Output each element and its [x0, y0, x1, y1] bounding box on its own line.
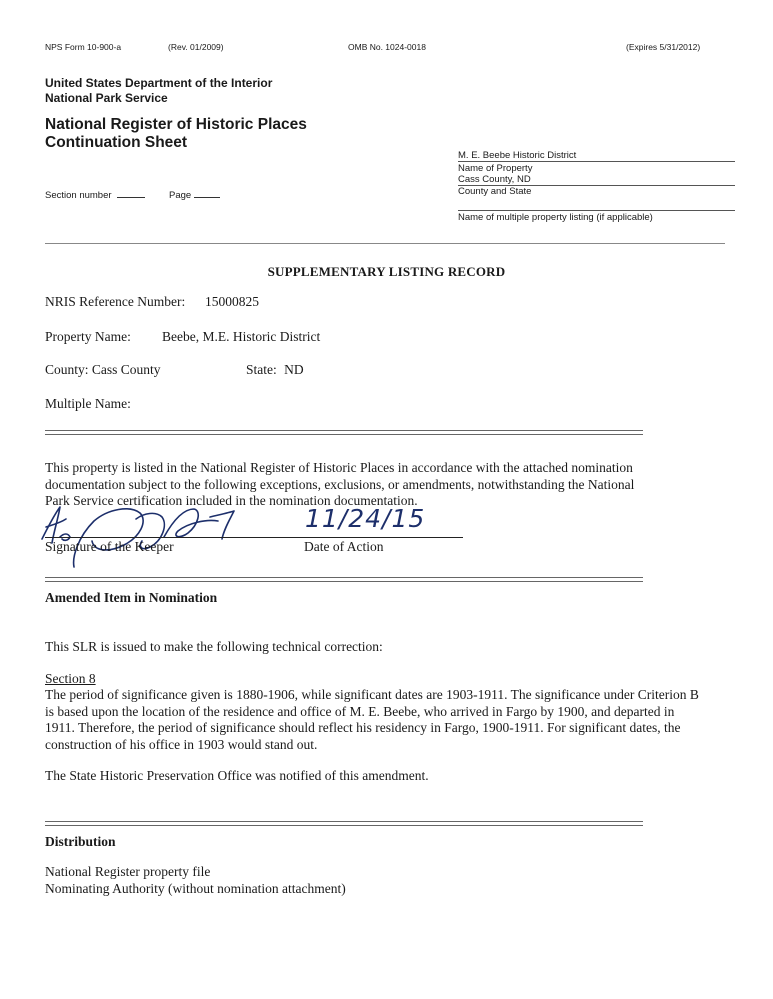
agency-department: United States Department of the Interior [45, 76, 273, 90]
sheet-title-line2: Continuation Sheet [45, 134, 188, 151]
property-name-field-value: Beebe, M.E. Historic District [162, 329, 321, 344]
distribution-item: Nominating Authority (without nomination attachment) [45, 880, 346, 896]
property-name-field-label: Property Name: [45, 329, 131, 344]
nris-value: 15000825 [205, 294, 259, 309]
section-number-label: Section number [45, 190, 112, 201]
amended-line3: 1911. Therefore, the period of significance should reflect his residency in Fargo, 1900-1911. For significant dates, the [45, 720, 681, 735]
agency-service: National Park Service [45, 91, 168, 105]
amended-heading: Amended Item in Nomination [45, 590, 218, 605]
listing-statement-line2: documentation subject to the following exceptions, exclusions, or amendments, notwithstanding the National [45, 476, 635, 492]
sheet-title-line1: National Register of Historic Places [45, 116, 307, 133]
multiple-listing-rule [458, 210, 735, 211]
handwritten-date: 11/24/15 [305, 504, 426, 533]
county-state-label: County and State [458, 186, 532, 197]
agency-block [45, 76, 272, 106]
form-revision: (Rev. 01/2009) [168, 42, 224, 52]
omb-number: OMB No. 1024-0018 [348, 42, 426, 52]
listing-statement-line1: This property is listed in the National Register of Historic Places in accordance with the attached nomination [45, 460, 633, 475]
section-divider-3 [45, 821, 643, 826]
amended-section: Section 8 [45, 671, 96, 686]
county-state-value: Cass County, ND [458, 174, 531, 185]
multiple-listing-label: Name of multiple property listing (if applicable) [458, 212, 653, 223]
state-field-label: State: [246, 362, 277, 377]
section-divider-1 [45, 430, 643, 435]
listing-statement-line3: Park Service certification included in the nomination documentation. [45, 493, 418, 508]
nris-label: NRIS Reference Number: [45, 294, 186, 309]
distribution-heading: Distribution [45, 834, 116, 849]
county-field [45, 362, 161, 378]
property-name-rule [458, 161, 735, 162]
distribution-list [45, 864, 725, 897]
property-name-label: Name of Property [458, 163, 533, 174]
amended-line1: The period of significance given is 1880-1906, while significant dates are 1903-1911. The significance under Criterion B [45, 687, 699, 702]
section-number-field [45, 187, 145, 201]
multiple-name-label: Multiple Name: [45, 396, 131, 411]
amended-line4: construction of his office in 1903 would stand out. [45, 736, 318, 752]
page-blank [194, 187, 220, 198]
sheet-title [45, 116, 307, 152]
expiration-date: (Expires 5/31/2012) [626, 42, 701, 52]
amended-paragraph [45, 687, 725, 753]
section-number-blank [117, 187, 145, 198]
signature-keeper-label: Signature of the Keeper [45, 539, 174, 554]
shpo-notified: The State Historic Preservation Office was notified of this amendment. [45, 768, 429, 783]
date-of-action-label: Date of Action [304, 539, 384, 554]
county-field-value: Cass County [91, 362, 161, 377]
slr-title: SUPPLEMENTARY LISTING RECORD [267, 264, 506, 279]
state-field [246, 362, 304, 378]
form-number: NPS Form 10-900-a [45, 42, 122, 52]
section-divider-2 [45, 577, 643, 582]
distribution-item: National Register property file [45, 864, 211, 879]
keeper-signature-image [38, 497, 278, 569]
property-name-value: M. E. Beebe Historic District [458, 150, 577, 161]
page-field [169, 187, 220, 201]
signature-line [45, 537, 463, 538]
state-field-value: ND [284, 362, 304, 377]
amended-line2: is based upon the location of the residence and office of M. E. Beebe, who arrived in Fargo by 1900, and departed in [45, 703, 675, 719]
amended-intro: This SLR is issued to make the following technical correction: [45, 639, 383, 654]
page-label: Page [169, 190, 192, 201]
header-divider [45, 243, 725, 244]
county-field-label: County: [45, 362, 89, 377]
